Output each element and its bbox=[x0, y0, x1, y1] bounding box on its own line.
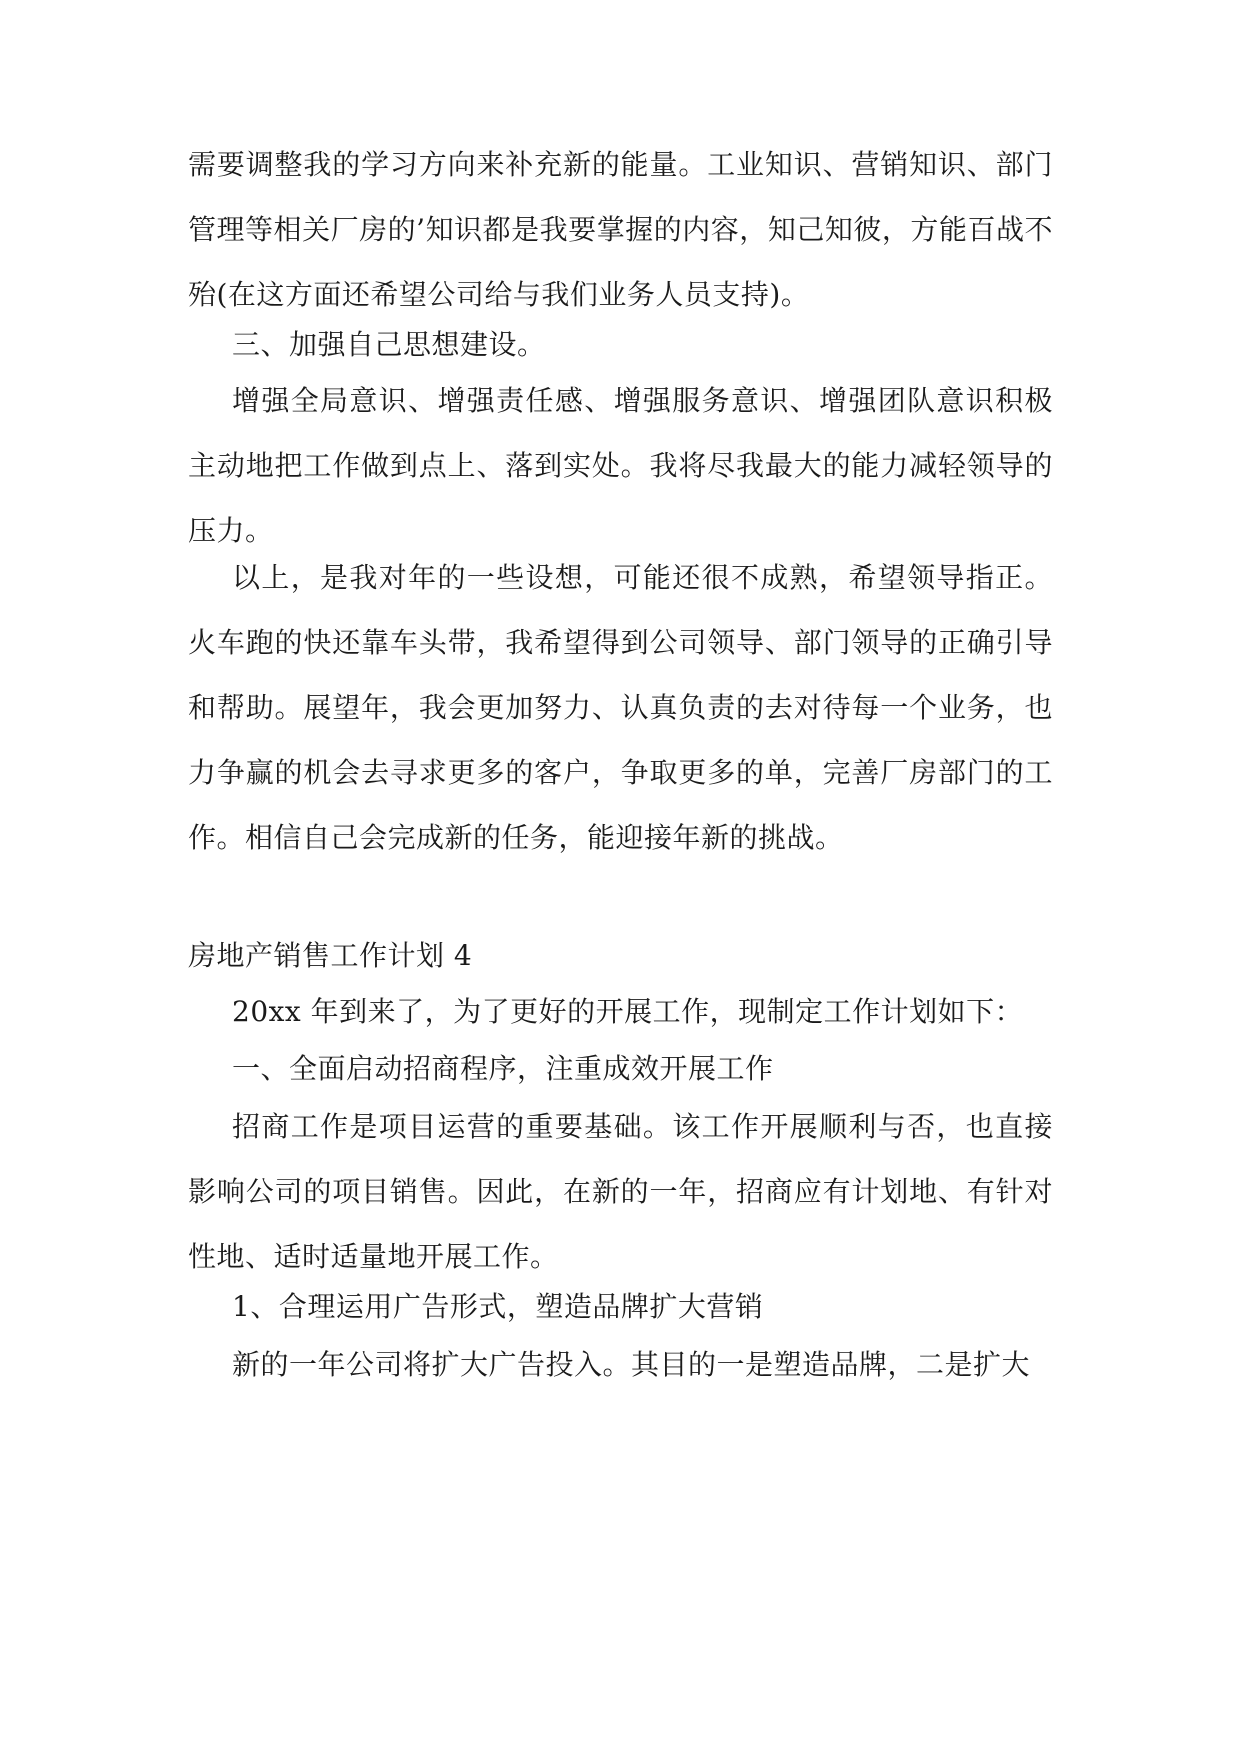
paragraph-investment: 招商工作是项目运营的重要基础。该工作开展顺利与否，也直接影响公司的项目销售。因此，在新的一年，招商应有计划地、有针对性地、适时适量地开展工作。 bbox=[188, 1110, 1053, 1273]
paragraph-closing: 以上，是我对年的一些设想，可能还很不成熟，希望领导指正。火车跑的快还靠车头带，我希望得到公司领导、部门领导的正确引导和帮助。展望年，我会更加努力、认真负责的去对待每一个业务，也力争赢的机会去寻求更多的客户，争取更多的单，完善厂房部门的工作。相信自己会完成新的任务，能迎接年新的挑战。 bbox=[188, 561, 1053, 854]
paragraph-ideology: 增强全局意识、增强责任感、增强服务意识、增强团队意识积极主动地把工作做到点上、落到实处。我将尽我最大的能力减轻领导的压力。 bbox=[188, 384, 1053, 547]
subheading-one: 一、全面启动招商程序，注重成效开展工作 bbox=[232, 1052, 774, 1085]
paragraph-continued: 需要调整我的学习方向来补充新的能量。工业知识、营销知识、部门管理等相关厂房的’知识都是我要掌握的内容，知己知彼，方能百战不殆(在这方面还希望公司给与我们业务人员支持)。 bbox=[188, 148, 1053, 311]
section-title: 房地产销售工作计划 4 bbox=[188, 939, 473, 972]
paragraph-intro: 20xx 年到来了，为了更好的开展工作，现制定工作计划如下： bbox=[232, 995, 1024, 1028]
subheading-three: 三、加强自己思想建设。 bbox=[232, 328, 546, 361]
subheading-advertising: 1、合理运用广告形式，塑造品牌扩大营销 bbox=[232, 1290, 764, 1323]
paragraph-advertising: 新的一年公司将扩大广告投入。其目的一是塑造品牌，二是扩大 bbox=[232, 1348, 1031, 1381]
